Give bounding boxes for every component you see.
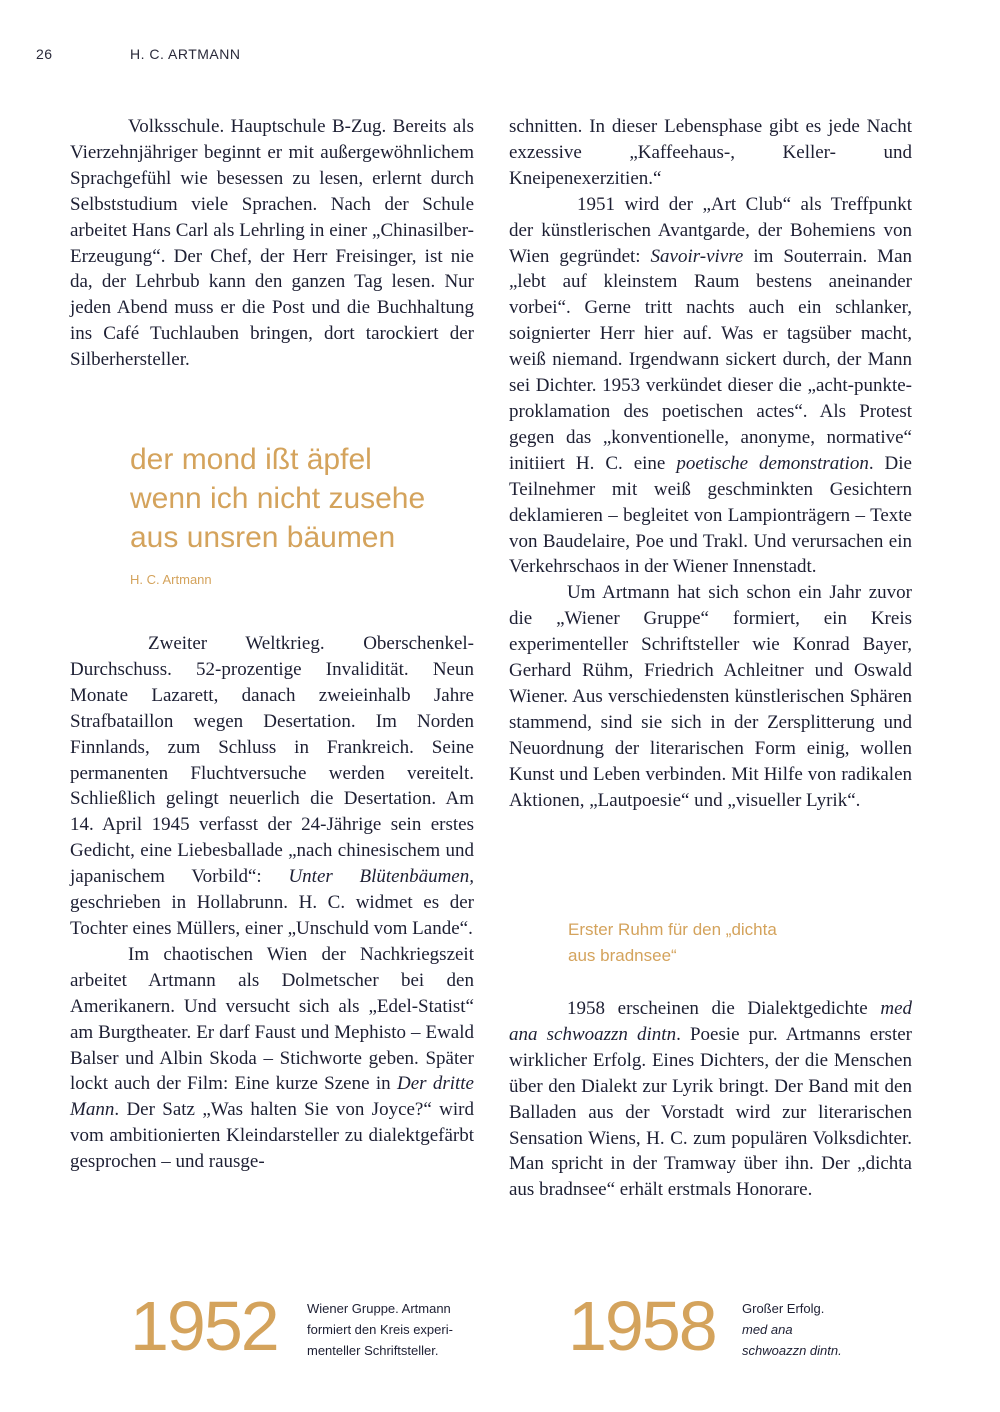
quote-line: wenn ich nicht zusehe [130, 482, 426, 515]
section-subheading: Erster Ruhm für den „dichta aus bradnsee“ [568, 920, 777, 965]
quote-author: H. C. Artmann [130, 572, 212, 587]
paragraph: Um Artmann hat sich schon ein Jahr zuvor die „Wiener Gruppe“ formiert, ein Kreis experimenteller Schriftsteller wie Konrad Bayer, Gerhard Rühm, Friedrich Achleitner und Oswald Wiener. Aus verschiedensten künstlerischen Sphären stammend, sind sie sich in der Zersplitterung und Neuordnung der literarischen Form einig, wollen Kunst und Leben verbinden. Mit Hilfe von radikalen Aktionen, „Lautpoesie“ und „visueller Lyrik“. [509, 582, 912, 811]
running-head: H. C. ARTMANN [130, 46, 241, 62]
paragraph: Zweiter Weltkrieg. Oberschenkel-Durchschuss. 52-prozentige Invalidität. Neun Monate Lazarett, danach zweieinhalb Jahre Strafbataillon wegen Desertation. Im Norden Finnlands, zum Schluss in Frankreich. Seine permanenten Fluchtversuche werden vereitelt. Schließlich gelingt neuerlich die Desertation. Am 14. April 1945 verfasst der 24-Jährige sein erstes Gedicht, eine Liebesballade „nach chinesischem und japanischem Vorbild“: Unter Blütenbäumen, geschrieben in Hollabrunn. H. C. widmet es der Tochter eines Müllers, einer „Unschuld vom Lande“. [70, 633, 474, 939]
paragraph: 1958 erscheinen die Dialektgedichte med ana schwoazzn dintn. Poesie pur. Artmanns erster wirklicher Erfolg. Eines Dichters, der die Menschen über den Dialekt zur Lyrik bringt. Der Band mit den Balladen aus der Vorstadt wird zur literarischen Sensation Wiens, H. C. zum populären Volksdichter. Man spricht in der Tramway über ihn. Der „dichta aus bradnsee“ erhält erstmals Honorare. [509, 998, 912, 1201]
left-column-bottom [70, 631, 474, 1175]
page-number: 26 [36, 46, 53, 62]
quote-line: aus unsren bäumen [130, 521, 396, 554]
paragraph: Im chaotischen Wien der Nachkriegszeit arbeitet Artmann als Dolmetscher bei den Amerikanern. Und versucht sich als „Edel-Statist“ am Burgtheater. Er darf Faust und Mephisto – Ewald Balser und Albin Skoda – Stichworte geben. Später lockt auch der Film: Eine kurze Szene in Der dritte Mann. Der Satz „Was halten Sie von Joyce?“ wird vom ambitionierten Kleindarsteller zu dialektgefärbt gesprochen – und rausge- [70, 943, 474, 1173]
timeline-note: Großer Erfolg. med ana schwoazzn dintn. [742, 1301, 842, 1358]
paragraph: 1951 wird der „Art Club“ als Treffpunkt der künstlerischen Avantgarde, der Bohemiens von Wien gegründet: Savoir-vivre im Souterrain. Man „lebt auf kleinstem Raum bestens aneinander vorbei“. Gerne tritt nachts auch ein schlanker, soignierter Herr hier auf. Was er tagsüber macht, weiß niemand. Irgendwann sickert durch, der Mann sei Dichter. 1953 verkündet dieser die „acht-punkte-proklamation des poetischen actes“. Als Protest gegen das „konventionelle, anonyme, normative“ initiiert H. C. eine poetische demonstration. Die Teilnehmer mit weiß geschminkten Gesichtern deklamieren – begleitet von Lampionträgern – Texte von Baudelaire, Poe und Trakl. Und verursachen ein Verkehrschaos in der Wiener Innenstadt. [509, 193, 913, 578]
right-column-bottom [509, 996, 912, 1203]
pull-quote [130, 440, 425, 557]
timeline-year: 1958 [568, 1287, 716, 1365]
quote-line: der mond ißt äpfel [130, 443, 372, 476]
left-column-top [70, 114, 474, 373]
timeline-year: 1952 [130, 1287, 278, 1365]
right-column-top [509, 114, 912, 813]
timeline-note: Wiener Gruppe. Artmann formiert den Kreis experi- menteller Schriftsteller. [307, 1301, 453, 1358]
paragraph: schnitten. In dieser Lebensphase gibt es jede Nacht exzessive „Kaffeehaus-, Keller- und Kneipenexerzitien.“ [509, 116, 912, 189]
paragraph: Volksschule. Hauptschule B-Zug. Bereits als Vierzehnjähriger beginnt er mit außergewöhnlichem Sprachgefühl wie besessen zu lesen, erlernt durch Selbststudium viele Sprachen. Nach der Schule arbeitet Hans Carl als Lehrling in einer „Chinasilber-Erzeugung“. Der Chef, der Herr Freisinger, ist nie da, der Lehrbub kann den ganzen Tag lesen. Nur jeden Abend muss er die Post und die Buchhaltung ins Café Tuchlauben bringen, dort tarockiert der Silberhersteller. [70, 116, 474, 371]
